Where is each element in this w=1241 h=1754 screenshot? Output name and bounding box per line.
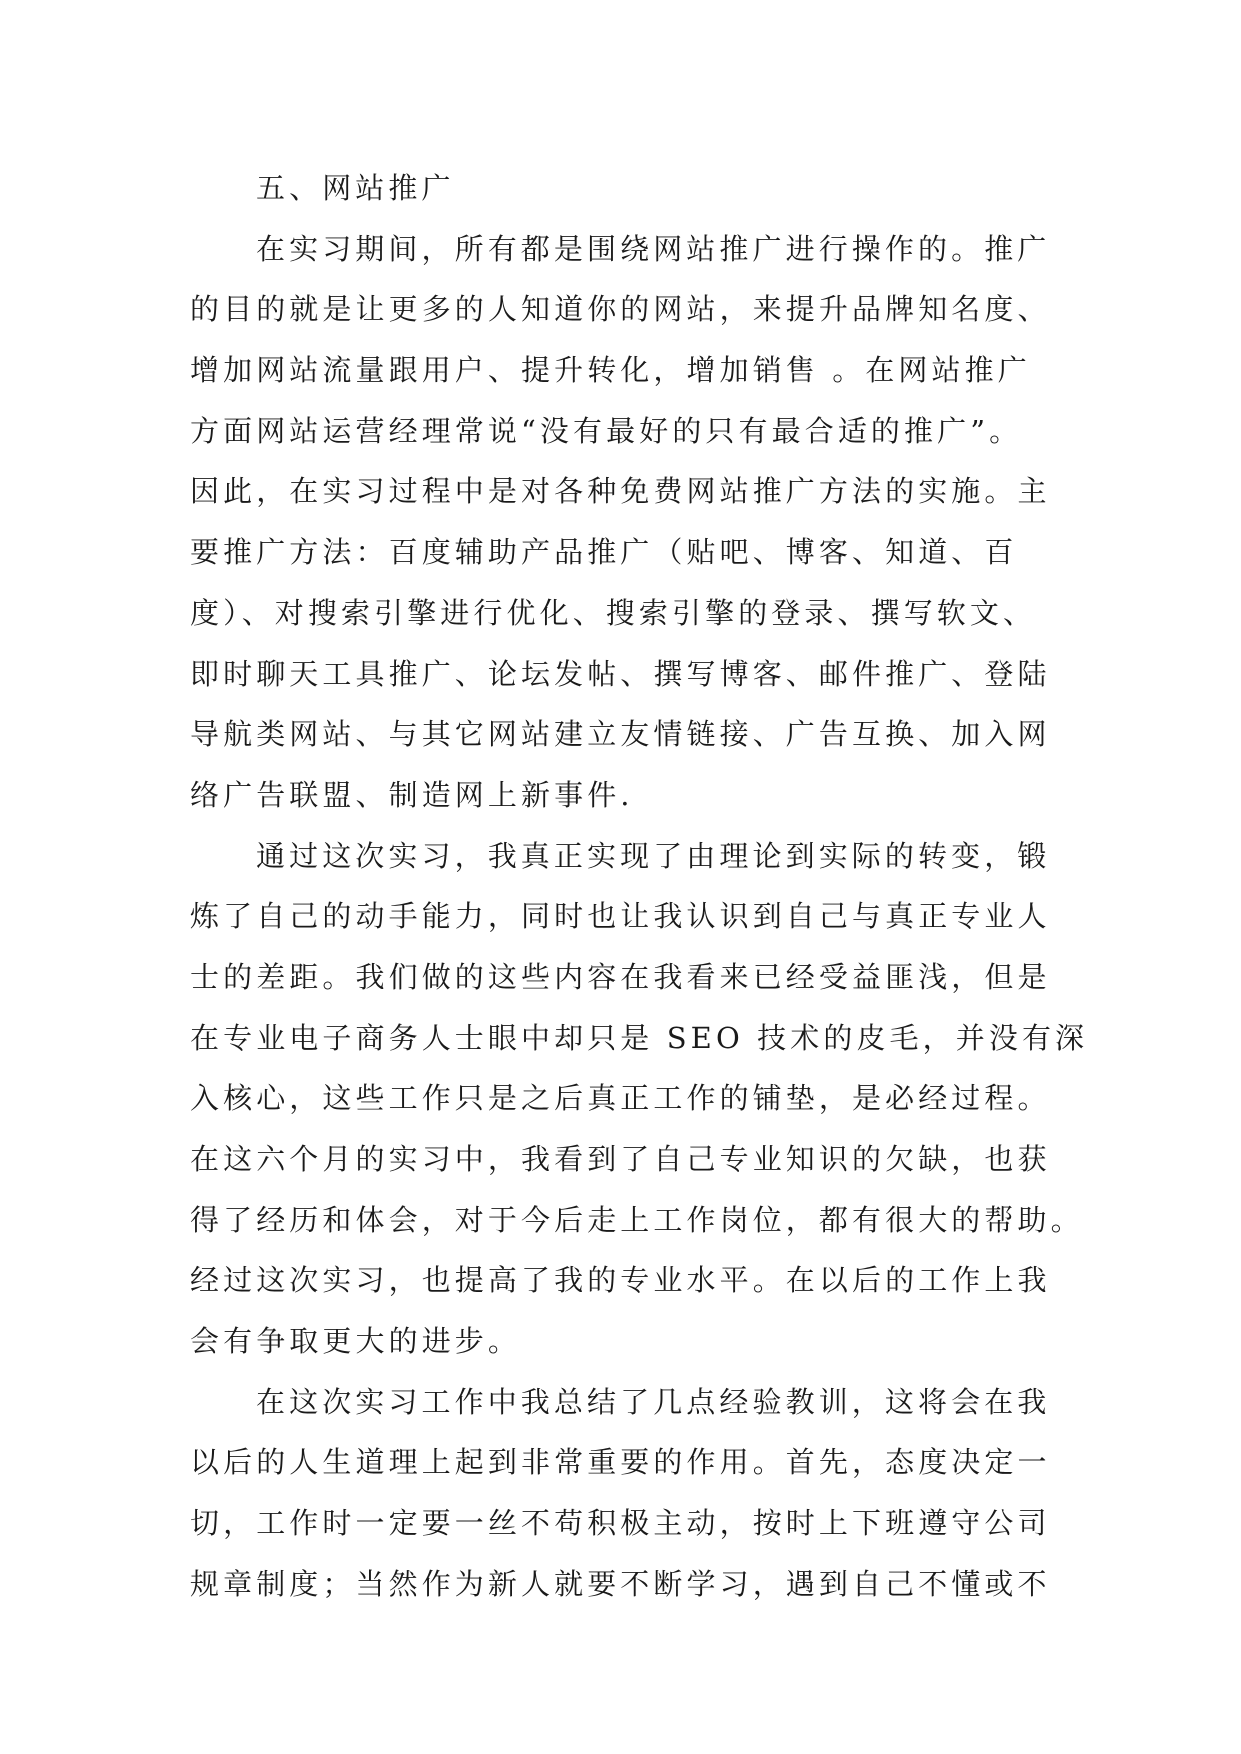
text-line: 会有争取更大的进步。	[190, 1324, 522, 1359]
text-line: 切，工作时一定要一丝不苟积极主动，按时上下班遵守公司	[190, 1506, 1051, 1541]
text-line: 规章制度；当然作为新人就要不断学习，遇到自己不懂或不	[190, 1566, 1051, 1601]
text-line: 度）、对搜索引擎进行优化、搜索引擎的登录、撰写软文、	[190, 595, 1037, 630]
text-line: 在这次实习工作中我总结了几点经验教训，这将会在我	[256, 1384, 1051, 1419]
text-line: 通过这次实习，我真正实现了由理论到实际的转变，锻	[256, 838, 1051, 873]
text-line: 要推广方法：百度辅助产品推广（贴吧、博客、知道、百	[190, 535, 1018, 570]
text-line: 入核心，这些工作只是之后真正工作的铺垫，是必经过程。	[190, 1081, 1051, 1116]
text-line: 增加网站流量跟用户、提升转化，增加销售 。在网站推广	[190, 353, 1031, 388]
text-line: 以后的人生道理上起到非常重要的作用。首先，态度决定一	[190, 1445, 1051, 1480]
text-line: 在实习期间，所有都是围绕网站推广进行操作的。推广	[256, 231, 1051, 266]
text-line: 在这六个月的实习中，我看到了自己专业知识的欠缺，也获	[190, 1142, 1051, 1176]
text-line: 得了经历和体会，对于今后走上工作岗位，都有很大的帮助。	[190, 1202, 1084, 1237]
text-line: 经过这次实习，也提高了我的专业水平。在以后的工作上我	[190, 1263, 1051, 1298]
text-line: 导航类网站、与其它网站建立友情链接、广告互换、加入网	[190, 717, 1051, 752]
section-heading: 五、网站推广	[256, 171, 455, 205]
text-line: 在专业电子商务人士眼中却只是 SEO 技术的皮毛，并没有深	[190, 1020, 1089, 1055]
text-line: 即时聊天工具推广、论坛发帖、撰写博客、邮件推广、登陆	[190, 656, 1051, 691]
text-line: 炼了自己的动手能力，同时也让我认识到自己与真正专业人	[190, 899, 1051, 934]
document-body	[190, 158, 1089, 1615]
text-line: 的目的就是让更多的人知道你的网站，来提升品牌知名度、	[190, 292, 1051, 327]
text-line: 士的差距。我们做的这些内容在我看来已经受益匪浅，但是	[190, 959, 1051, 994]
text-line: 方面网站运营经理常说“没有最好的只有最合适的推广”。	[190, 413, 1023, 448]
text-line: 因此，在实习过程中是对各种免费网站推广方法的实施。主	[190, 474, 1051, 509]
text-line: 络广告联盟、制造网上新事件.	[190, 777, 634, 812]
